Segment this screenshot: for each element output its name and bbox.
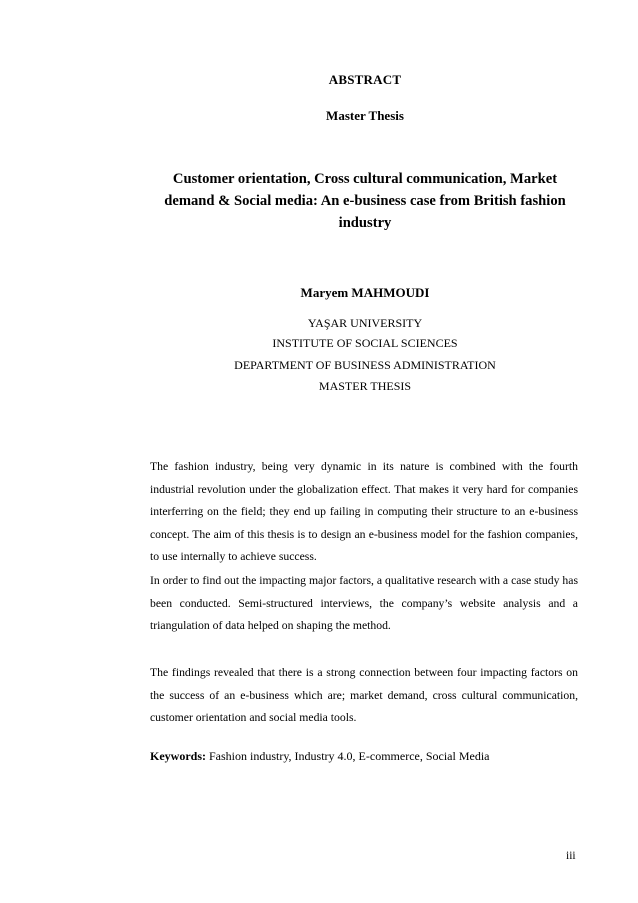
keywords-label: Keywords:: [150, 749, 206, 763]
thesis-type: Master Thesis: [326, 108, 404, 123]
author-name: Maryem MAHMOUDI: [300, 285, 430, 300]
page-number: iii: [566, 850, 576, 862]
thesis-title: [150, 168, 580, 234]
abstract-paragraph-3: The findings revealed that there is a strong connection between four impacting factors on the success of an e-business which are; market demand, cross cultural communication, customer orientation and social media tools.: [150, 666, 578, 724]
thesis-title-line-3: industry: [338, 215, 392, 231]
thesis-title-line-1: Customer orientation, Cross cultural communication, Market: [172, 171, 558, 187]
abstract-paragraph-1: The fashion industry, being very dynamic in its nature is combined with the fourth industrial revolution under the globalization effect. That makes it very hard for companies interferring on the field; they end up failing in computing their structure to an e-business concept. The aim of this thesis is to design an e-business model for the fashion companies, to use internally to achieve success.: [150, 460, 578, 563]
program-name: MASTER THESIS: [318, 379, 412, 393]
abstract-paragraph-2: In order to find out the impacting major factors, a qualitative research with a case study has been conducted. Semi-structured interviews, the company’s website analysis and a triangulation of data helped on shaping the method.: [150, 574, 578, 632]
keywords-text: Fashion industry, Industry 4.0, E-commerce, Social Media: [206, 749, 490, 763]
abstract-heading: ABSTRACT: [328, 72, 402, 87]
department-name: DEPARTMENT OF BUSINESS ADMINISTRATION: [234, 358, 496, 372]
keywords-line: [150, 745, 580, 767]
thesis-title-line-2: demand & Social media: An e-business case from British fashion: [164, 193, 566, 209]
institute-name: INSTITUTE OF SOCIAL SCIENCES: [272, 336, 458, 350]
university-name: YAŞAR UNIVERSITY: [307, 316, 423, 330]
